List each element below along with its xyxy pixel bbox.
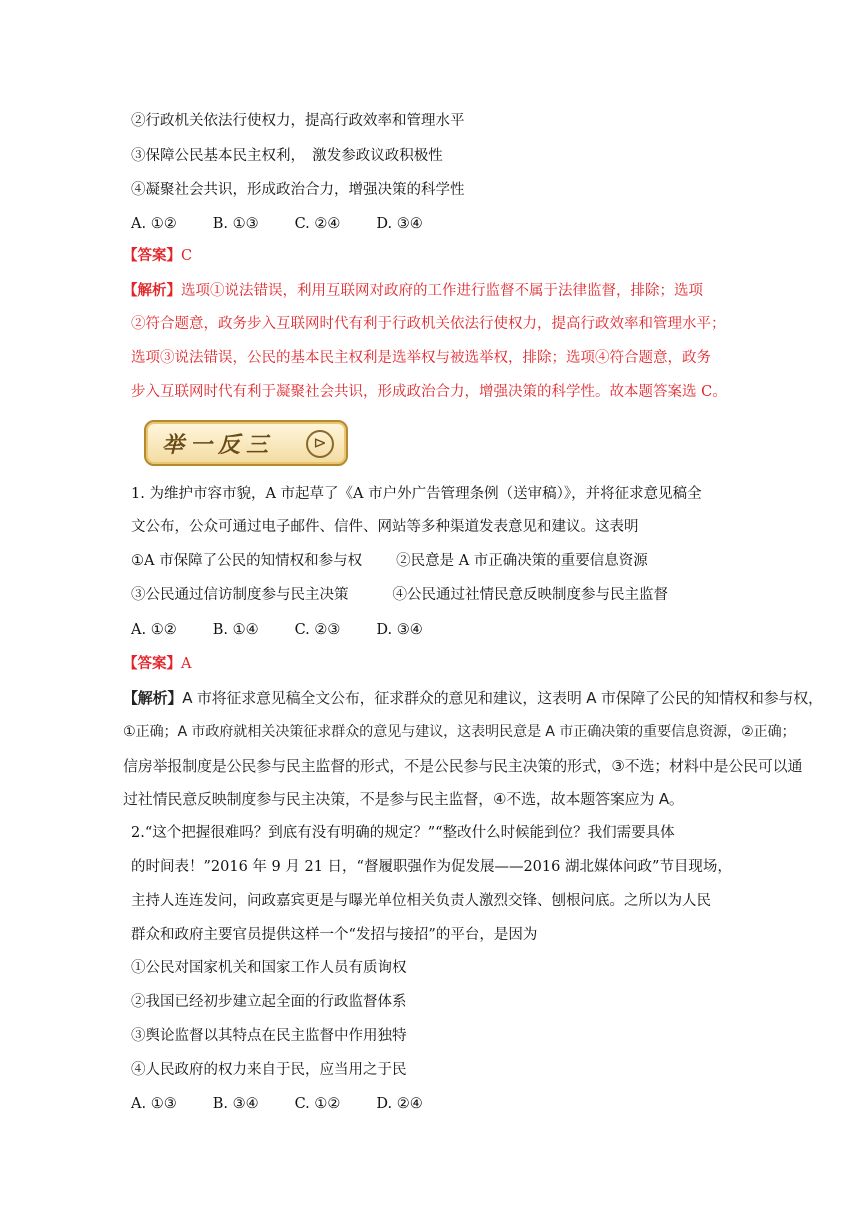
q1-stem-line-2: 文公布，公众可通过电子邮件、信件、网站等多种渠道发表意见和建议。这表明 bbox=[131, 519, 639, 535]
choice-d: D. ③④ bbox=[376, 622, 423, 638]
choice-b: B. ①③ bbox=[212, 216, 259, 232]
q1-analysis-line-2: ①正确；A 市政府就相关决策征求群众的意见与建议，这表明民意是 A 市正确决策的重要信息资源，②正确； bbox=[123, 724, 796, 740]
q1-analysis-line-1: 【解析】A 市将征求意见稿全文公布，征求群众的意见和建议，这表明 A 市保障了公民的知情权和参与权， bbox=[123, 689, 823, 707]
answer-label: 【答案】 bbox=[123, 247, 181, 264]
q2-option-1: ①公民对国家机关和国家工作人员有质询权 bbox=[131, 960, 407, 976]
answer-value: C bbox=[181, 248, 193, 264]
arrow-right-icon: ⊳ bbox=[306, 430, 334, 458]
banner-text: 举一反三 bbox=[162, 432, 275, 458]
analysis-label: 【解析】 bbox=[123, 282, 181, 299]
choices-row bbox=[131, 214, 459, 234]
analysis-line-4: 步入互联网时代有利于凝聚社会共识，形成政治合力，增强决策的科学性。故本题答案选 C。 bbox=[131, 384, 727, 400]
option-3: ③保障公民基本民主权利， 激发参政议政积极性 bbox=[131, 148, 443, 164]
choice-b: B. ①④ bbox=[212, 622, 259, 638]
q2-stem-line-3: 主持人连连发问，问政嘉宾更是与曝光单位相关负责人激烈交锋、刨根问底。之所以为人民 bbox=[131, 893, 711, 909]
q1-analysis-line-3: 信房举报制度是公民参与民主监督的形式，不是公民参与民主决策的形式，③不选；材料中是公民可以通 bbox=[123, 757, 803, 775]
q2-stem-line-4: 群众和政府主要官员提供这样一个“发招与接招”的平台，是因为 bbox=[131, 927, 538, 943]
q1-answer-line bbox=[123, 654, 191, 674]
q2-option-2: ②我国已经初步建立起全面的行政监督体系 bbox=[131, 994, 407, 1010]
q2-option-3: ③舆论监督以其特点在民主监督中作用独特 bbox=[131, 1028, 407, 1044]
choice-c: C. ②③ bbox=[294, 622, 341, 638]
choice-c: C. ②④ bbox=[294, 216, 341, 232]
choice-a: A. ①② bbox=[131, 622, 177, 638]
answer-value: A bbox=[181, 656, 192, 672]
q2-choices-row bbox=[131, 1094, 459, 1114]
q1-stem-line-1: 1. 为维护市容市貌，A 市起草了《A 市户外广告管理条例（送审稿）》，并将征求意见稿全 bbox=[131, 486, 702, 502]
q2-stem-line-2: 的时间表！”2016 年 9 月 21 日，“督履职强作为促发展——2016 湖北媒体问政”节目现场， bbox=[131, 859, 732, 875]
option-4: ④凝聚社会共识，形成政治合力，增强决策的科学性 bbox=[131, 182, 465, 198]
answer-label: 【答案】 bbox=[123, 655, 181, 672]
analysis-line-2: ②符合题意，政务步入互联网时代有利于行政机关依法行使权力，提高行政效率和管理水平； bbox=[131, 316, 726, 332]
q1-analysis-line-4: 过社情民意反映制度参与民主决策，不是参与民主监督，④不选，故本题答案应为 A。 bbox=[123, 790, 684, 808]
analysis-line-3: 选项③说法错误，公民的基本民主权利是选举权与被选举权，排除；选项④符合题意，政务 bbox=[131, 350, 711, 366]
q1-options-row-2: ③公民通过信访制度参与民主决策 ④公民通过社情民意反映制度参与民主监督 bbox=[131, 587, 668, 603]
choice-a: A. ①③ bbox=[131, 1096, 177, 1112]
draw-inferences-banner bbox=[144, 420, 348, 466]
choice-b: B. ③④ bbox=[212, 1096, 259, 1112]
choice-d: D. ②④ bbox=[376, 1096, 423, 1112]
choice-d: D. ③④ bbox=[376, 216, 423, 232]
answer-line bbox=[123, 246, 192, 266]
choice-c: C. ①② bbox=[294, 1096, 341, 1112]
q1-options-row-1: ①A 市保障了公民的知情权和参与权 ②民意是 A 市正确决策的重要信息资源 bbox=[131, 553, 648, 569]
q1-choices-row bbox=[131, 620, 459, 640]
q2-option-4: ④人民政府的权力来自于民，应当用之于民 bbox=[131, 1062, 407, 1078]
q2-stem-line-1: 2.“这个把握很难吗？到底有没有明确的规定？”“整改什么时候能到位？我们需要具体 bbox=[131, 825, 675, 841]
choice-a: A. ①② bbox=[131, 216, 177, 232]
analysis-line-1: 【解析】选项①说法错误，利用互联网对政府的工作进行监督不属于法律监督，排除；选项 bbox=[123, 282, 703, 299]
option-2: ②行政机关依法行使权力，提高行政效率和管理水平 bbox=[131, 113, 465, 129]
